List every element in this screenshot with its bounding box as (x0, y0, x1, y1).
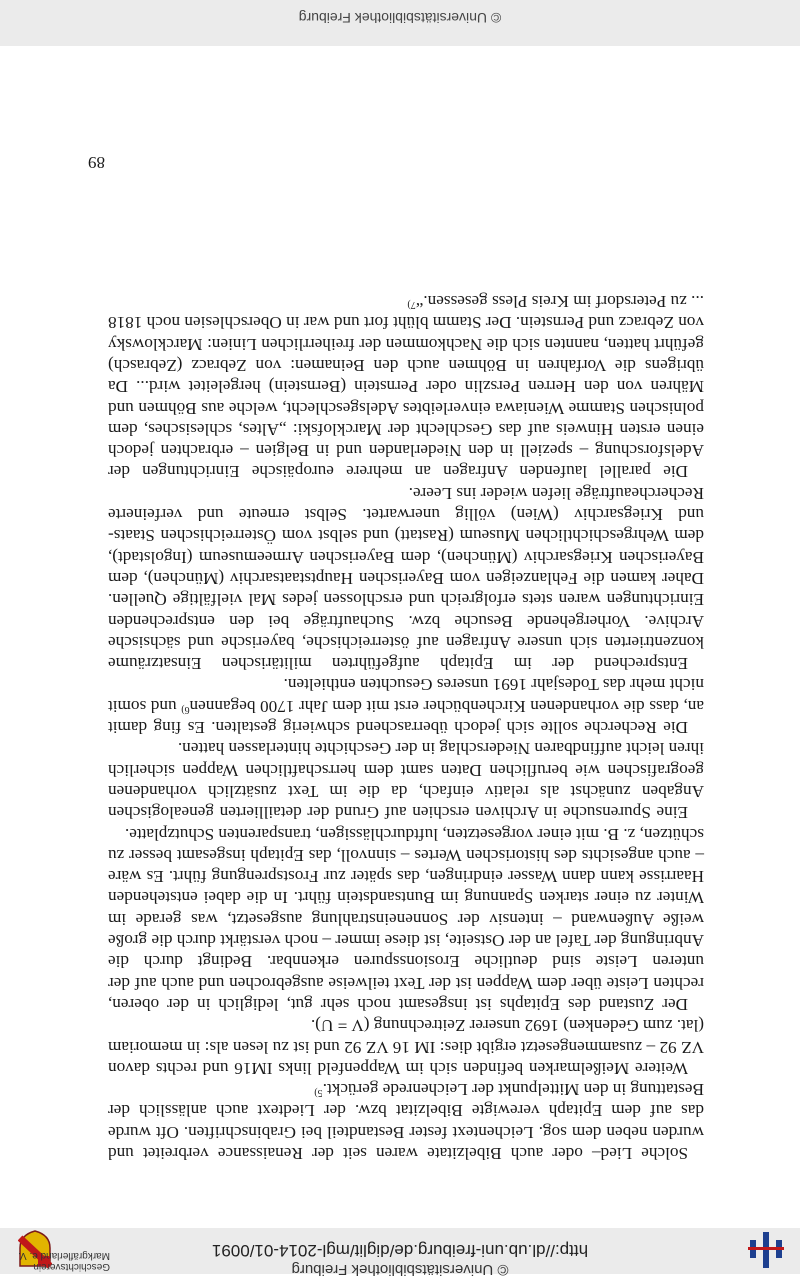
paragraph-text: Die Recherche sollte sich jedoch überraschend schwierig gestalten. Es fing damit an, dass die vorhandenen Kirchenbücher erst mit dem Jahr 1700 begannen (108, 696, 704, 738)
page-number: 89 (88, 153, 105, 172)
ub-freiburg-logo-icon (746, 1230, 786, 1270)
source-url[interactable]: http://dl.ub.uni-freiburg.de/diglit/mgl-2014-01/0091 (211, 1241, 589, 1260)
body-paragraph (108, 483, 704, 675)
paragraph-text: Weitere Meißelmarken befinden sich im Wappenfeld links IM16 und rechts davon VZ 92 – zusammengesetzt ergibt dies: IM 16 VZ 92 und ist zu lesen als: in memoriam (lat. zum Gedenken) 1692 unserer Zeitrechnung (V = U). (108, 1016, 704, 1078)
footnote-marker: 6) (181, 703, 190, 715)
paragraph-text: Der Zustand des Epitaphs ist insgesamt noch sehr gut, lediglich in der oberen, rechten Leiste über dem Wappen ist der Text teilweise ausgebrochen und auch auf der unteren Leiste sind deutliche Erosionsspuren erkennbar. Bedingt durch die Anbringung der Tafel an der Ostseite, ist diese immer – noch verstärkt durch die große weiße Außenwand – intensiv der Sonneneinstrahlung ausgesetzt, was gerade im Winter zu einer starken Spannung im Buntsandstein führt. In die dabei entstehenden Haarrisse kann dann Wasser eindringen, das später zur Frostsprengung führt. Es wäre – auch angesichts des historischen Wertes – sinnvoll, das Epitaph insgesamt besser zu schützen, z. B. mit einer vorgesetzten, luftdurchlässigen, transparenten Schutzplatte. (108, 824, 704, 1014)
paragraph-text: Die parallel laufenden Anfragen an mehrere europäische Einrichtungen der Adelsforschung – speziell in den Niederlanden und in Belgien – erbrachten jedoch einen ersten Hinweis auf das Geschlecht der Marcklofski: „Altes, schlesisches, dem polnischen Stamme Wieniawa einverleibtes Adelsgeschlecht, welche aus Böhmen und Mähren von den Herren Perszlin oder Pernstein (Bernstein) hergeleitet wird... Da übrigens die Vorfahren in Böhmen auch den Beinamen: von Zebracz (Zebrasch) geführt hatten, nannten sich die Nachkommen der freiherrlichen Linien: Marcklowsky von Zebracz und Pernstein. Der Stamm blüht fort und war in Oberschlesien noch 1818 ... zu Petersdorf im Kreis Pless gesessen.“ (108, 292, 704, 482)
page-text (108, 291, 704, 1164)
paragraph-text: Entsprechend der im Epitaph aufgeführten militärischen Einsatzräume konzentrierten sich unsere Anfragen auf österreichische, bayerische und sächsische Archive. Vorhergehende Besuche bzw. Suchaufträge bei den entsprechenden Einrichtungen waren stets erfolgreich und erschlossen jedes Mal vielfältige Quellen. Daher kamen die Fehlanzeigen vom Bayerischen Hauptstaatsarchiv (München), dem Bayerischen Kriegsarchiv (München), dem Bayerischen Armeemuseum (Ingolstadt), dem Wehrgeschichtlichen Museum (Rastatt) und selbst vom Österreichischen Staats- und Kriegsarchiv (Wien) völlig unerwartet. Selbst erneute und verfeinerte Rechercheaufträge liefen wieder ins Leere. (108, 483, 704, 674)
library-credit: © Universitätsbibliothek Freiburg (291, 1261, 509, 1278)
body-paragraph (108, 1015, 704, 1079)
paragraph-tail: und somit nicht mehr das Todesjahr 1691 unseres Gesuchten enthielten. (108, 675, 704, 716)
body-paragraph (108, 738, 704, 823)
paragraph-text: Eine Spurensuche in Archiven erschien auf Grund der detaillierten genealogischen Angaben zunächst als relativ einfach, da die im Text zusätzlich vorhandenen geografischen wie beruflichen Daten samt dem herrschaftlichen Wappen sicherlich ihren leicht auffindbaren Niederschlag in der Geschichte hinterlassen hatten. (108, 739, 704, 823)
body-paragraph (108, 674, 704, 738)
header-bar (0, 1228, 800, 1278)
partner-line-2: Markgräflerland e. V. (18, 1250, 110, 1261)
body-paragraph (108, 823, 704, 1015)
footnote-marker: 5) (314, 1087, 323, 1099)
footnote-marker: 7) (407, 299, 416, 311)
body-paragraph (108, 1079, 704, 1164)
body-paragraph (108, 291, 704, 483)
footer-bar (0, 0, 800, 46)
footer-credit: © Universitätsbibliothek Freiburg (298, 10, 502, 26)
paragraph-text: Solche Lied– oder auch Bibelzitate waren seit der Renaissance verbreitet und wurden neben dem sog. Leichentext fester Bestandteil bei Grabinschriften. Oft wurde das auf dem Epitaph verewigte Bibelzitat bzw. der Liedtext auch anlässlich der Bestattung in den Mittelpunkt der Leichenrede gerückt. (108, 1080, 704, 1163)
partner-line-1: Geschichtsverein (33, 1261, 110, 1272)
